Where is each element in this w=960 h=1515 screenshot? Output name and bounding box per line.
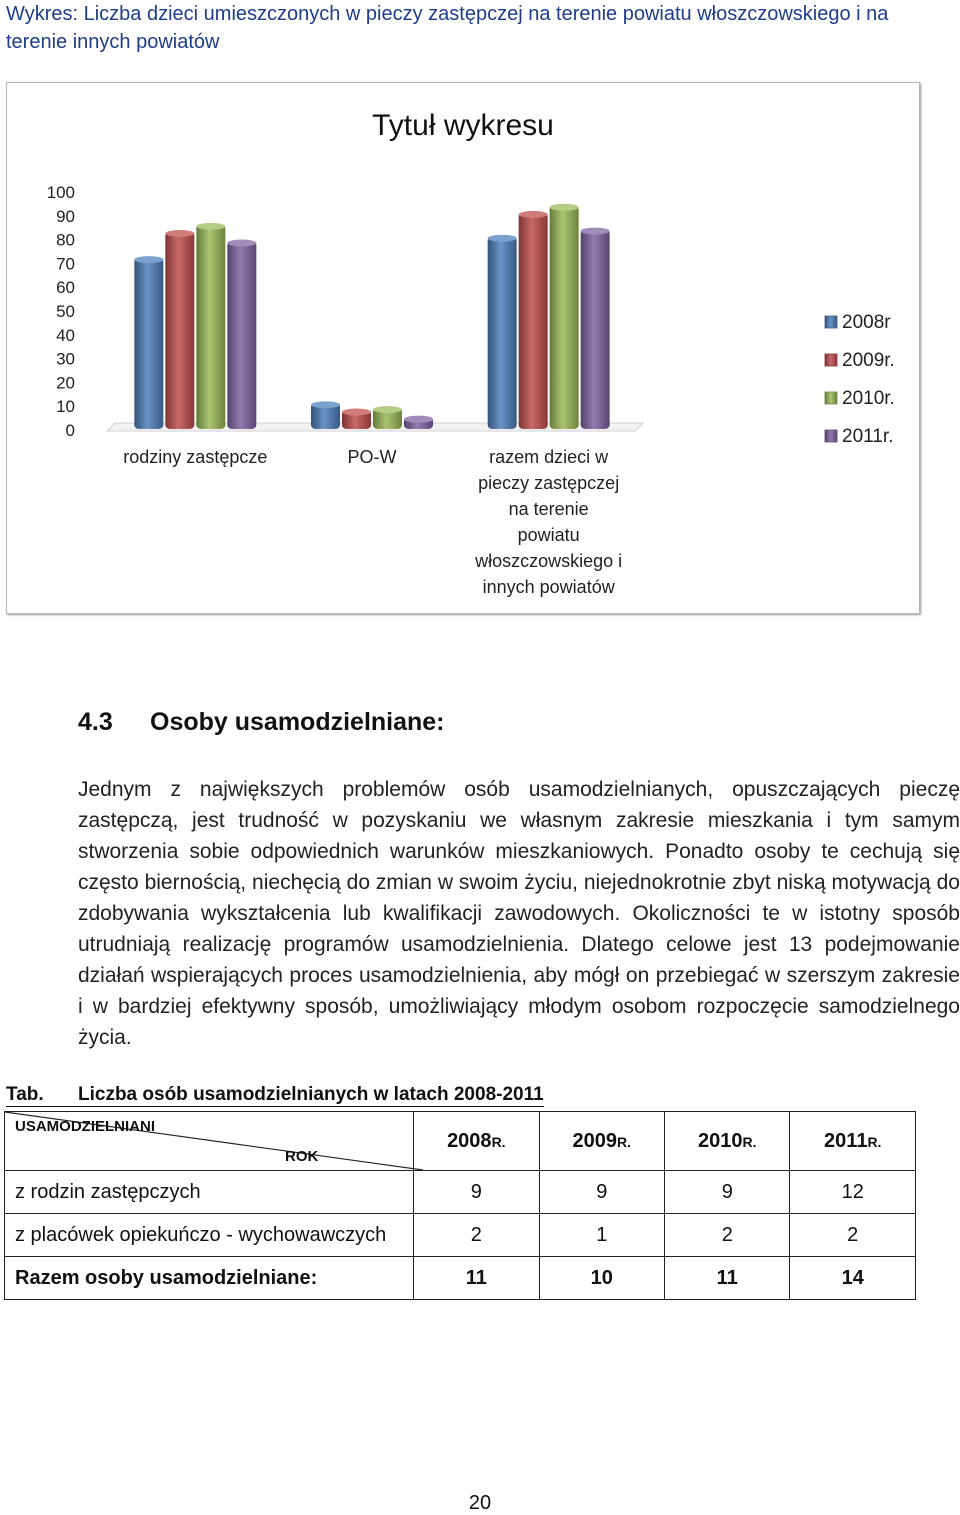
legend-label: 2008r [842, 312, 891, 333]
figure-caption: Wykres: Liczba dzieci umieszczonych w pieczy zastępczej na terenie powiatu włoszczowskiego i na terenie innych powiatów [6, 3, 889, 53]
legend-swatch [825, 316, 837, 328]
year-header: 2011R. [790, 1112, 916, 1171]
table-cell: 9 [539, 1171, 664, 1214]
total-cell: 11 [665, 1257, 790, 1300]
table-caption-label: Tab. [6, 1084, 44, 1105]
y-tick-label: 80 [56, 230, 75, 250]
bar [134, 258, 163, 429]
page-number: 20 [468, 1492, 492, 1514]
y-tick-label: 40 [56, 325, 75, 345]
x-tick-label: pieczy zastępczej [478, 473, 620, 493]
table-cell: 9 [665, 1171, 790, 1214]
legend-swatch [825, 354, 837, 366]
bar [165, 231, 194, 429]
corner-bottom-label: ROK [285, 1148, 319, 1165]
bar-cap [134, 256, 163, 263]
bar [581, 229, 610, 429]
row-label: z rodzin zastępczych [5, 1171, 414, 1214]
table-row [5, 1214, 916, 1257]
legend-label: 2009r. [842, 350, 895, 371]
corner-top-label: USAMODZIELNIANI [15, 1118, 155, 1135]
table-cell: 2 [414, 1214, 539, 1257]
bar-cap [165, 230, 194, 237]
bar-cap [519, 211, 548, 218]
bar-chart [7, 83, 919, 613]
x-tick-label: razem dzieci w [489, 447, 609, 467]
y-tick-label: 10 [56, 397, 75, 417]
legend-label: 2011r. [842, 426, 894, 447]
paragraph-text: Jednym z największych problemów osób usamodzielnianych, opuszczających pieczę zastępczą, jest trudność w pozyskaniu we własnym zakresie mieszkania i tym samym stworzenia sobie odpowiednich warunków mieszkaniowych. Ponadto osoby te cechują się często biernością, niechęcią do zmian w swoim życiu, niejednokrotnie zbyt niską motywacją do zdobywania wykształcenia lub kwalifikacji zawodowych. Okoliczności te w istotny sposób utrudniają realizację programów usamodzielnienia. Dlatego celowe jest 13 podejmowanie działań wspierających proces usamodzielnienia, aby mógł on przebiegać w szerszym zakresie i w bardziej efektywny sposób, umożliwiający młodym osobom rozpoczęcie samodzielnego życia. [78, 778, 960, 1049]
body-paragraph [6, 774, 960, 1053]
section-title: Osoby usamodzielniane: [150, 708, 445, 736]
table-cell: 12 [790, 1171, 916, 1214]
bar-cap [373, 406, 402, 413]
total-cell: 10 [539, 1257, 664, 1300]
bar-cap [488, 235, 517, 242]
table-row [5, 1171, 916, 1214]
legend-swatch [825, 430, 837, 442]
y-tick-label: 30 [56, 349, 75, 369]
chart-title: Tytuł wykresu [372, 109, 554, 142]
table-cell: 1 [539, 1214, 664, 1257]
legend-swatch [825, 392, 837, 404]
total-cell: 14 [790, 1257, 916, 1300]
y-tick-label: 60 [56, 278, 75, 298]
table-cell: 9 [414, 1171, 539, 1214]
bar-cap [550, 204, 579, 211]
year-header: 2009R. [539, 1112, 664, 1171]
table-caption [6, 1084, 544, 1107]
bar [227, 241, 256, 429]
year-header: 2008R. [414, 1112, 539, 1171]
y-tick-label: 50 [56, 302, 75, 321]
table-cell: 2 [665, 1214, 790, 1257]
table-cell: 2 [790, 1214, 916, 1257]
bar-cap [342, 408, 371, 415]
x-tick-label: powiatu [517, 525, 580, 545]
x-tick-label: rodziny zastępcze [123, 447, 268, 467]
section-number: 4.3 [78, 708, 113, 736]
total-cell: 11 [414, 1257, 539, 1300]
table-total-row [5, 1257, 916, 1300]
legend-label: 2010r. [842, 388, 895, 409]
data-table [4, 1111, 916, 1300]
table-caption-text: Liczba osób usamodzielnianych w latach 2008-2011 [78, 1084, 544, 1105]
x-tick-label: na terenie [508, 499, 589, 519]
section-heading [78, 708, 445, 737]
table-corner-cell [5, 1112, 414, 1171]
y-tick-label: 0 [65, 421, 75, 440]
bar [519, 212, 548, 429]
x-tick-label: włoszczowskiego i [475, 551, 623, 571]
row-label: z placówek opiekuńczo - wychowawczych [5, 1214, 414, 1257]
x-tick-label: PO-W [347, 447, 397, 467]
bar-cap [404, 416, 433, 423]
bar-cap [196, 223, 225, 230]
year-header: 2010R. [665, 1112, 790, 1171]
bar-cap [311, 401, 340, 408]
y-tick-label: 70 [56, 254, 75, 274]
chart-frame [6, 82, 920, 614]
bar-cap [227, 239, 256, 246]
bar [196, 224, 225, 429]
y-tick-label: 100 [46, 183, 75, 202]
table-header-row [5, 1112, 916, 1171]
bar-cap [581, 228, 610, 235]
total-label: Razem osoby usamodzielniane: [5, 1257, 414, 1300]
y-tick-label: 20 [56, 373, 75, 393]
y-tick-label: 90 [56, 206, 75, 226]
bar [550, 205, 579, 429]
bar [488, 236, 517, 429]
x-tick-label: innych powiatów [482, 577, 615, 597]
